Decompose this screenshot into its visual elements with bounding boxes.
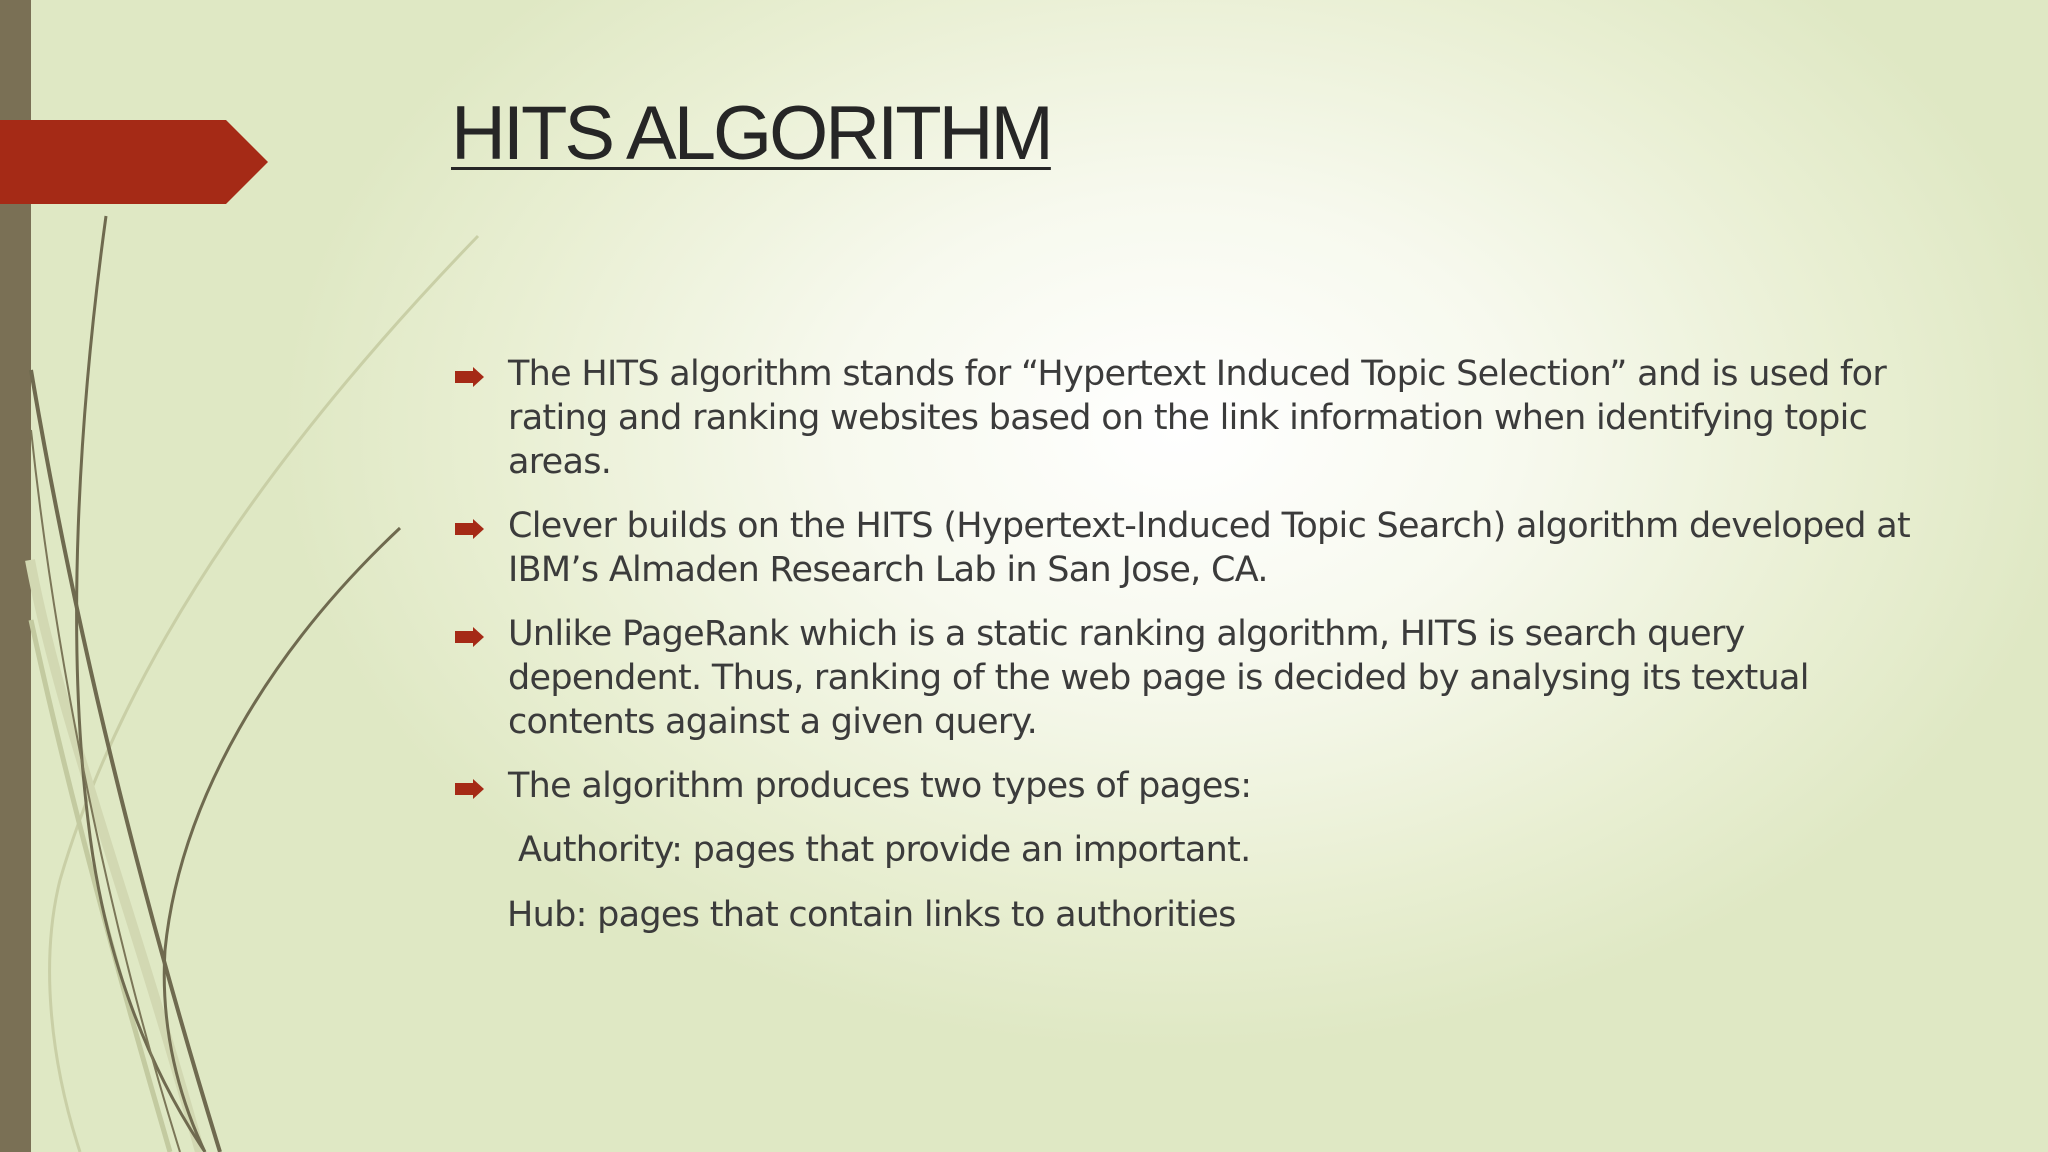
arrow-right-bullet-icon	[453, 367, 485, 387]
bullet-item	[451, 352, 1931, 484]
accent-arrow-shape	[0, 120, 268, 204]
dark-stem-3	[164, 528, 400, 1152]
arrow-right-bullet-icon	[453, 519, 485, 539]
bullet-text: The HITS algorithm stands for “Hypertext Induced Topic Selection” and is used for rating and ranking websites based on the link information when identifying topic areas.	[508, 354, 1887, 482]
slide-content	[451, 352, 1931, 958]
light-stem-1	[50, 236, 478, 1152]
dark-stem-2	[31, 370, 220, 1152]
light-stem-3	[31, 620, 170, 1152]
bullet-text: Unlike PageRank which is a static ranking algorithm, HITS is search query dependent. Thus, ranking of the web page is decided by analysing its textual contents against a given query.	[508, 614, 1809, 742]
arrow-right-bullet-icon	[453, 627, 485, 647]
bullet-text: Clever builds on the HITS (Hypertext-Induced Topic Search) algorithm developed at IBM’s Almaden Research Lab in San Jose, CA.	[508, 506, 1911, 590]
authority-line: Authority: pages that provide an important.	[518, 830, 1251, 870]
arrow-right-bullet-icon	[453, 779, 485, 799]
bullet-item	[451, 612, 1931, 744]
bullet-text: The algorithm produces two types of pages:	[508, 766, 1252, 806]
bullet-item	[451, 504, 1931, 592]
slide-title: HITS ALGORITHM	[451, 91, 1051, 176]
bullet-item	[451, 764, 1931, 808]
hub-line: Hub: pages that contain links to authorities	[507, 895, 1236, 935]
